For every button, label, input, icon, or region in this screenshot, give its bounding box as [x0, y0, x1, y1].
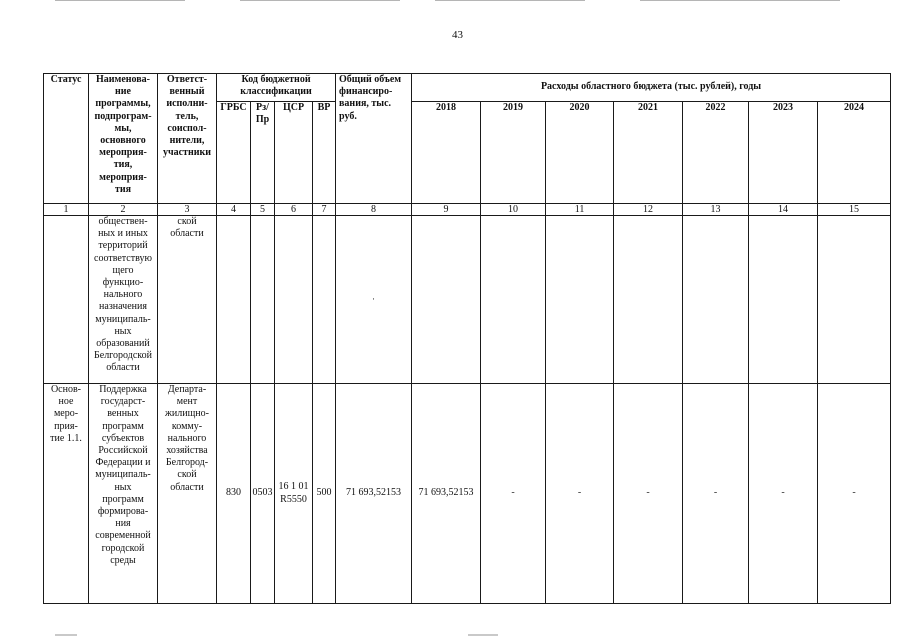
top-rule-4 — [640, 0, 840, 1]
column-number: 4 — [217, 204, 251, 216]
row1-rzpr — [251, 216, 275, 384]
column-number: 8 — [336, 204, 412, 216]
column-number: 7 — [313, 204, 336, 216]
column-number: 15 — [818, 204, 891, 216]
column-number: 13 — [683, 204, 749, 216]
column-number: 10 — [481, 204, 546, 216]
header-budget-code: Код бюджетной классификации — [217, 74, 336, 102]
row2-responsible: Департа- мент жилищно- комму- нального хозяйства Белгород- ской области — [158, 384, 217, 604]
row1-y2022 — [683, 216, 749, 384]
header-year-2020: 2020 — [546, 102, 614, 204]
header-status: Статус — [44, 74, 89, 204]
row2-csr: 16 1 01 R5550 — [275, 384, 313, 604]
header-row-1 — [44, 74, 891, 102]
header-year-2024: 2024 — [818, 102, 891, 204]
header-responsible: Ответст- венный исполни- тель, соиспол- нители, участники — [158, 74, 217, 204]
stray-dot: · — [372, 293, 376, 304]
header-year-2023: 2023 — [749, 102, 818, 204]
row1-csr — [275, 216, 313, 384]
row2-name: Поддержка государст- венных программ субъектов Российской Федерации и муниципаль- ных программ формирова- ния современной городской среды — [89, 384, 158, 604]
row1-y2024 — [818, 216, 891, 384]
row2-y2022: - — [683, 384, 749, 604]
header-expenses: Расходы областного бюджета (тыс. рублей), годы — [412, 74, 891, 102]
header-csr: ЦСР — [275, 102, 313, 204]
column-number: 9 — [412, 204, 481, 216]
top-rule-1 — [55, 0, 185, 1]
header-rzpr: Рз/ Пр — [251, 102, 275, 204]
column-number: 12 — [614, 204, 683, 216]
header-vr: ВР — [313, 102, 336, 204]
row2-y2023: - — [749, 384, 818, 604]
header-grbs: ГРБС — [217, 102, 251, 204]
bottom-rule-2 — [468, 634, 498, 636]
row1-y2023 — [749, 216, 818, 384]
column-number: 3 — [158, 204, 217, 216]
header-year-2021: 2021 — [614, 102, 683, 204]
top-rule-3 — [435, 0, 585, 1]
row1-responsible: ской области — [158, 216, 217, 384]
row2-grbs: 830 — [217, 384, 251, 604]
header-year-2018: 2018 — [412, 102, 481, 204]
row1-name: обществен- ных и иных территорий соответствую щего функцио- нального назначения муниципаль- ных образований Белгородской области — [89, 216, 158, 384]
header-name: Наименова- ние программы, подпрограм- мы, основного мероприя- тия, мероприя- тия — [89, 74, 158, 204]
row1-y2019 — [481, 216, 546, 384]
row2-y2020: - — [546, 384, 614, 604]
row1-total — [336, 216, 412, 384]
column-number: 14 — [749, 204, 818, 216]
row1-grbs — [217, 216, 251, 384]
column-number: 2 — [89, 204, 158, 216]
column-number-row — [44, 204, 891, 216]
column-number: 6 — [275, 204, 313, 216]
row2-total: 71 693,52153 — [336, 384, 412, 604]
column-number: 5 — [251, 204, 275, 216]
bottom-rule-1 — [55, 634, 77, 636]
column-number: 1 — [44, 204, 89, 216]
header-year-2019: 2019 — [481, 102, 546, 204]
column-number: 11 — [546, 204, 614, 216]
row1-status — [44, 216, 89, 384]
row1-vr — [313, 216, 336, 384]
row1-y2018 — [412, 216, 481, 384]
row1-y2021 — [614, 216, 683, 384]
row2-y2021: - — [614, 384, 683, 604]
row2-rzpr: 0503 — [251, 384, 275, 604]
budget-table — [43, 73, 891, 604]
row2-y2019: - — [481, 384, 546, 604]
row2-vr: 500 — [313, 384, 336, 604]
row2-status: Основ- ное меро- прия- тие 1.1. — [44, 384, 89, 604]
table-row-continuation — [44, 216, 891, 384]
row2-y2018: 71 693,52153 — [412, 384, 481, 604]
row1-y2020 — [546, 216, 614, 384]
header-total: Общий объем финансиро- вания, тыс. руб. — [336, 74, 412, 204]
row2-y2024: - — [818, 384, 891, 604]
page-number: 43 — [452, 29, 463, 41]
table-row-main-activity — [44, 384, 891, 604]
top-rule-2 — [240, 0, 400, 1]
header-year-2022: 2022 — [683, 102, 749, 204]
